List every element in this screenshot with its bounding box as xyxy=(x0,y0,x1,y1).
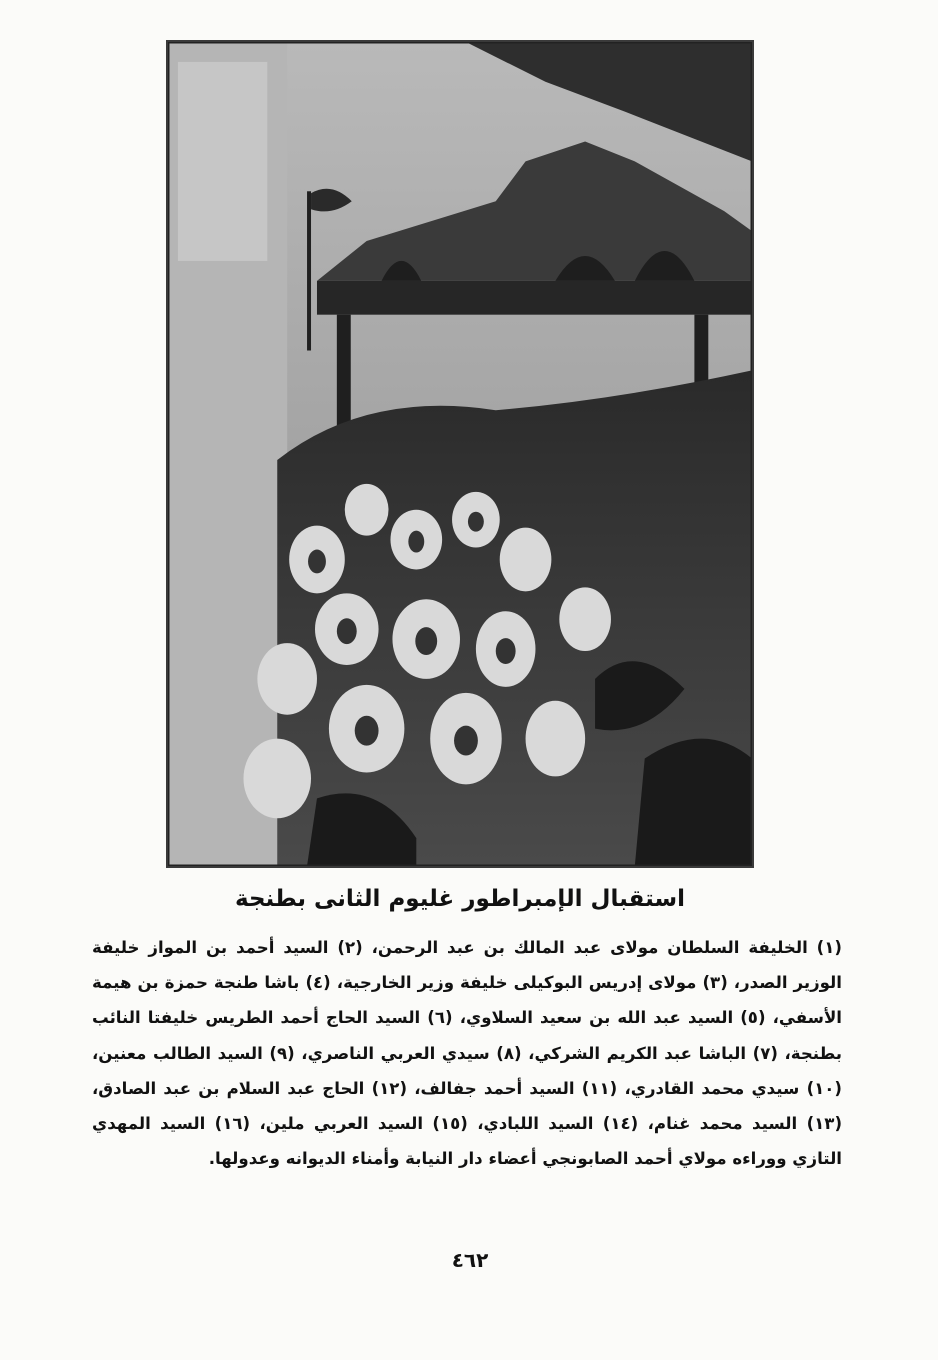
page-number: ٤٦٢ xyxy=(451,1248,489,1272)
photo-scene xyxy=(168,42,752,866)
caption-body: (١) الخليفة السلطان مولاى عبد المالك بن عبد الرحمن، (٢) السيد أحمد بن المواز خليفة الوزير الصدر، (٣) مولاى إدريس البوكيلى خليفة وزير الخارجية، (٤) باشا طنجة حمزة بن هيمة الأسفي، (٥) السيد عبد الله بن سعيد السلاوي، (٦) السيد الحاج أحمد الطريس خليفتا النائب بطنجة، (٧) الباشا عبد الكريم الشركي، (٨) سيدي العربي الناصري، (٩) السيد الطالب معنين، (١٠) سيدي محمد القادري، (١١) السيد أحمد جفالف، (١٢) الحاج عبد السلام بن عبد الصادق، (١٣) السيد محمد غنام، (١٤) السيد اللبادي، (١٥) السيد العربي ملين، (١٦) السيد المهدي التازي ووراءه مولاي أحمد الصابونجي أعضاء دار النيابة وأمناء الديوانه وعدولها. xyxy=(92,938,843,1169)
historical-photograph xyxy=(166,40,754,868)
caption-title: استقبال الإمبراطور غليوم الثانى بطنجة xyxy=(235,886,685,912)
